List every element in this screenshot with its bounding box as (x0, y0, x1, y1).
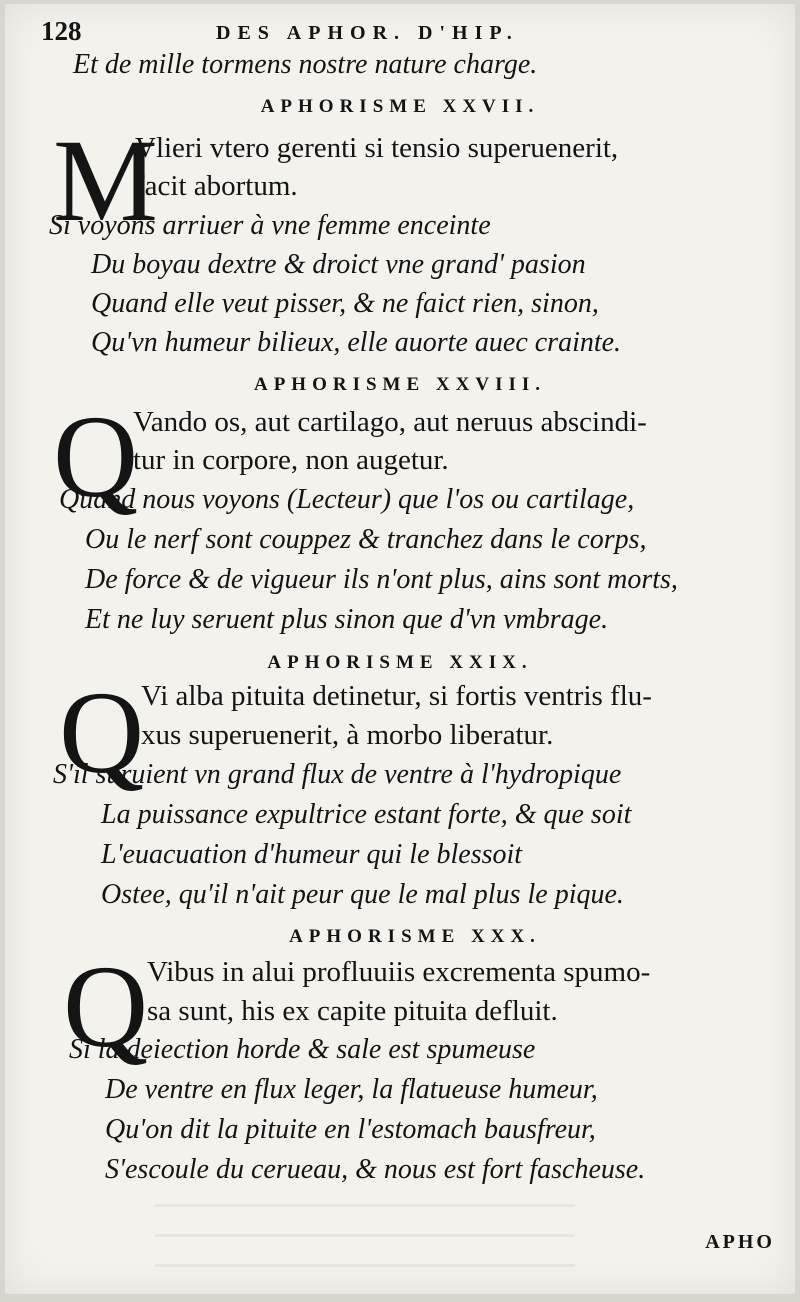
verse-line: S'escoule du cerueau, & nous est fort fascheuse. (105, 1154, 646, 1185)
bleed-through-texture (155, 1204, 575, 1274)
drop-cap: Q (59, 667, 145, 798)
latin-text-line: Vlieri vtero gerenti si tensio superuenerit, (135, 132, 619, 164)
verse-line: Qu'on dit la pituite en l'estomach bausfreur, (105, 1114, 596, 1145)
latin-text-line: sa sunt, his ex capite pituita defluit. (147, 995, 558, 1027)
latin-text-line: facit abortum. (135, 170, 298, 202)
drop-cap: Q (63, 941, 149, 1072)
verse-line: Si voyons arriuer à vne femme enceinte (49, 210, 491, 241)
catchword: APHO (705, 1231, 775, 1253)
latin-text-line: Vi alba pituita detinetur, si fortis ventris flu- (141, 680, 652, 712)
aphorism-heading: APHORISME XXX. (289, 926, 541, 947)
verse-line: Et de mille tormens nostre nature charge. (73, 49, 538, 80)
verse-line: De ventre en flux leger, la flatueuse humeur, (105, 1074, 598, 1105)
aphorism-heading: APHORISME XXIX. (267, 652, 533, 673)
aphorism-heading: APHORISME XXVII. (260, 96, 540, 117)
verse-line: Et ne luy seruent plus sinon que d'vn vmbrage. (85, 604, 609, 635)
verse-line: La puissance expultrice estant forte, & que soit (101, 799, 632, 830)
latin-text-line: tur in corpore, non augetur. (133, 444, 449, 476)
verse-line: Si la deiection horde & sale est spumeuse (69, 1034, 536, 1065)
running-head (41, 16, 765, 46)
verse-line: Quand elle veut pisser, & ne faict rien, sinon, (91, 288, 599, 319)
verse-line: Ou le nerf sont couppez & tranchez dans le corps, (85, 524, 647, 555)
verse-line: De force & de vigueur ils n'ont plus, ains sont morts, (85, 564, 678, 595)
book-page (5, 4, 795, 1294)
verse-line: Ostee, qu'il n'ait peur que le mal plus le pique. (101, 879, 624, 910)
running-title: DES APHOR. D'HIP. (216, 22, 519, 44)
page-number: 128 (41, 16, 82, 46)
verse-line: S'il suruient vn grand flux de ventre à l'hydropique (53, 759, 622, 790)
latin-text-line: Vando os, aut cartilago, aut neruus abscindi- (133, 406, 647, 438)
latin-text-line: xus superuenerit, à morbo liberatur. (141, 719, 554, 751)
verse-line: Quand nous voyons (Lecteur) que l'os ou cartilage, (59, 484, 635, 515)
aphorism-heading: APHORISME XXVIII. (253, 374, 547, 395)
drop-cap: Q (53, 391, 139, 522)
verse-line: Qu'vn humeur bilieux, elle auorte auec crainte. (91, 327, 622, 358)
latin-text-line: Vibus in alui profluuiis excrementa spumo- (147, 956, 651, 988)
drop-cap: M (53, 115, 158, 246)
verse-line: Du boyau dextre & droict vne grand' pasion (91, 249, 586, 280)
verse-line: L'euacuation d'humeur qui le blessoit (101, 839, 523, 870)
